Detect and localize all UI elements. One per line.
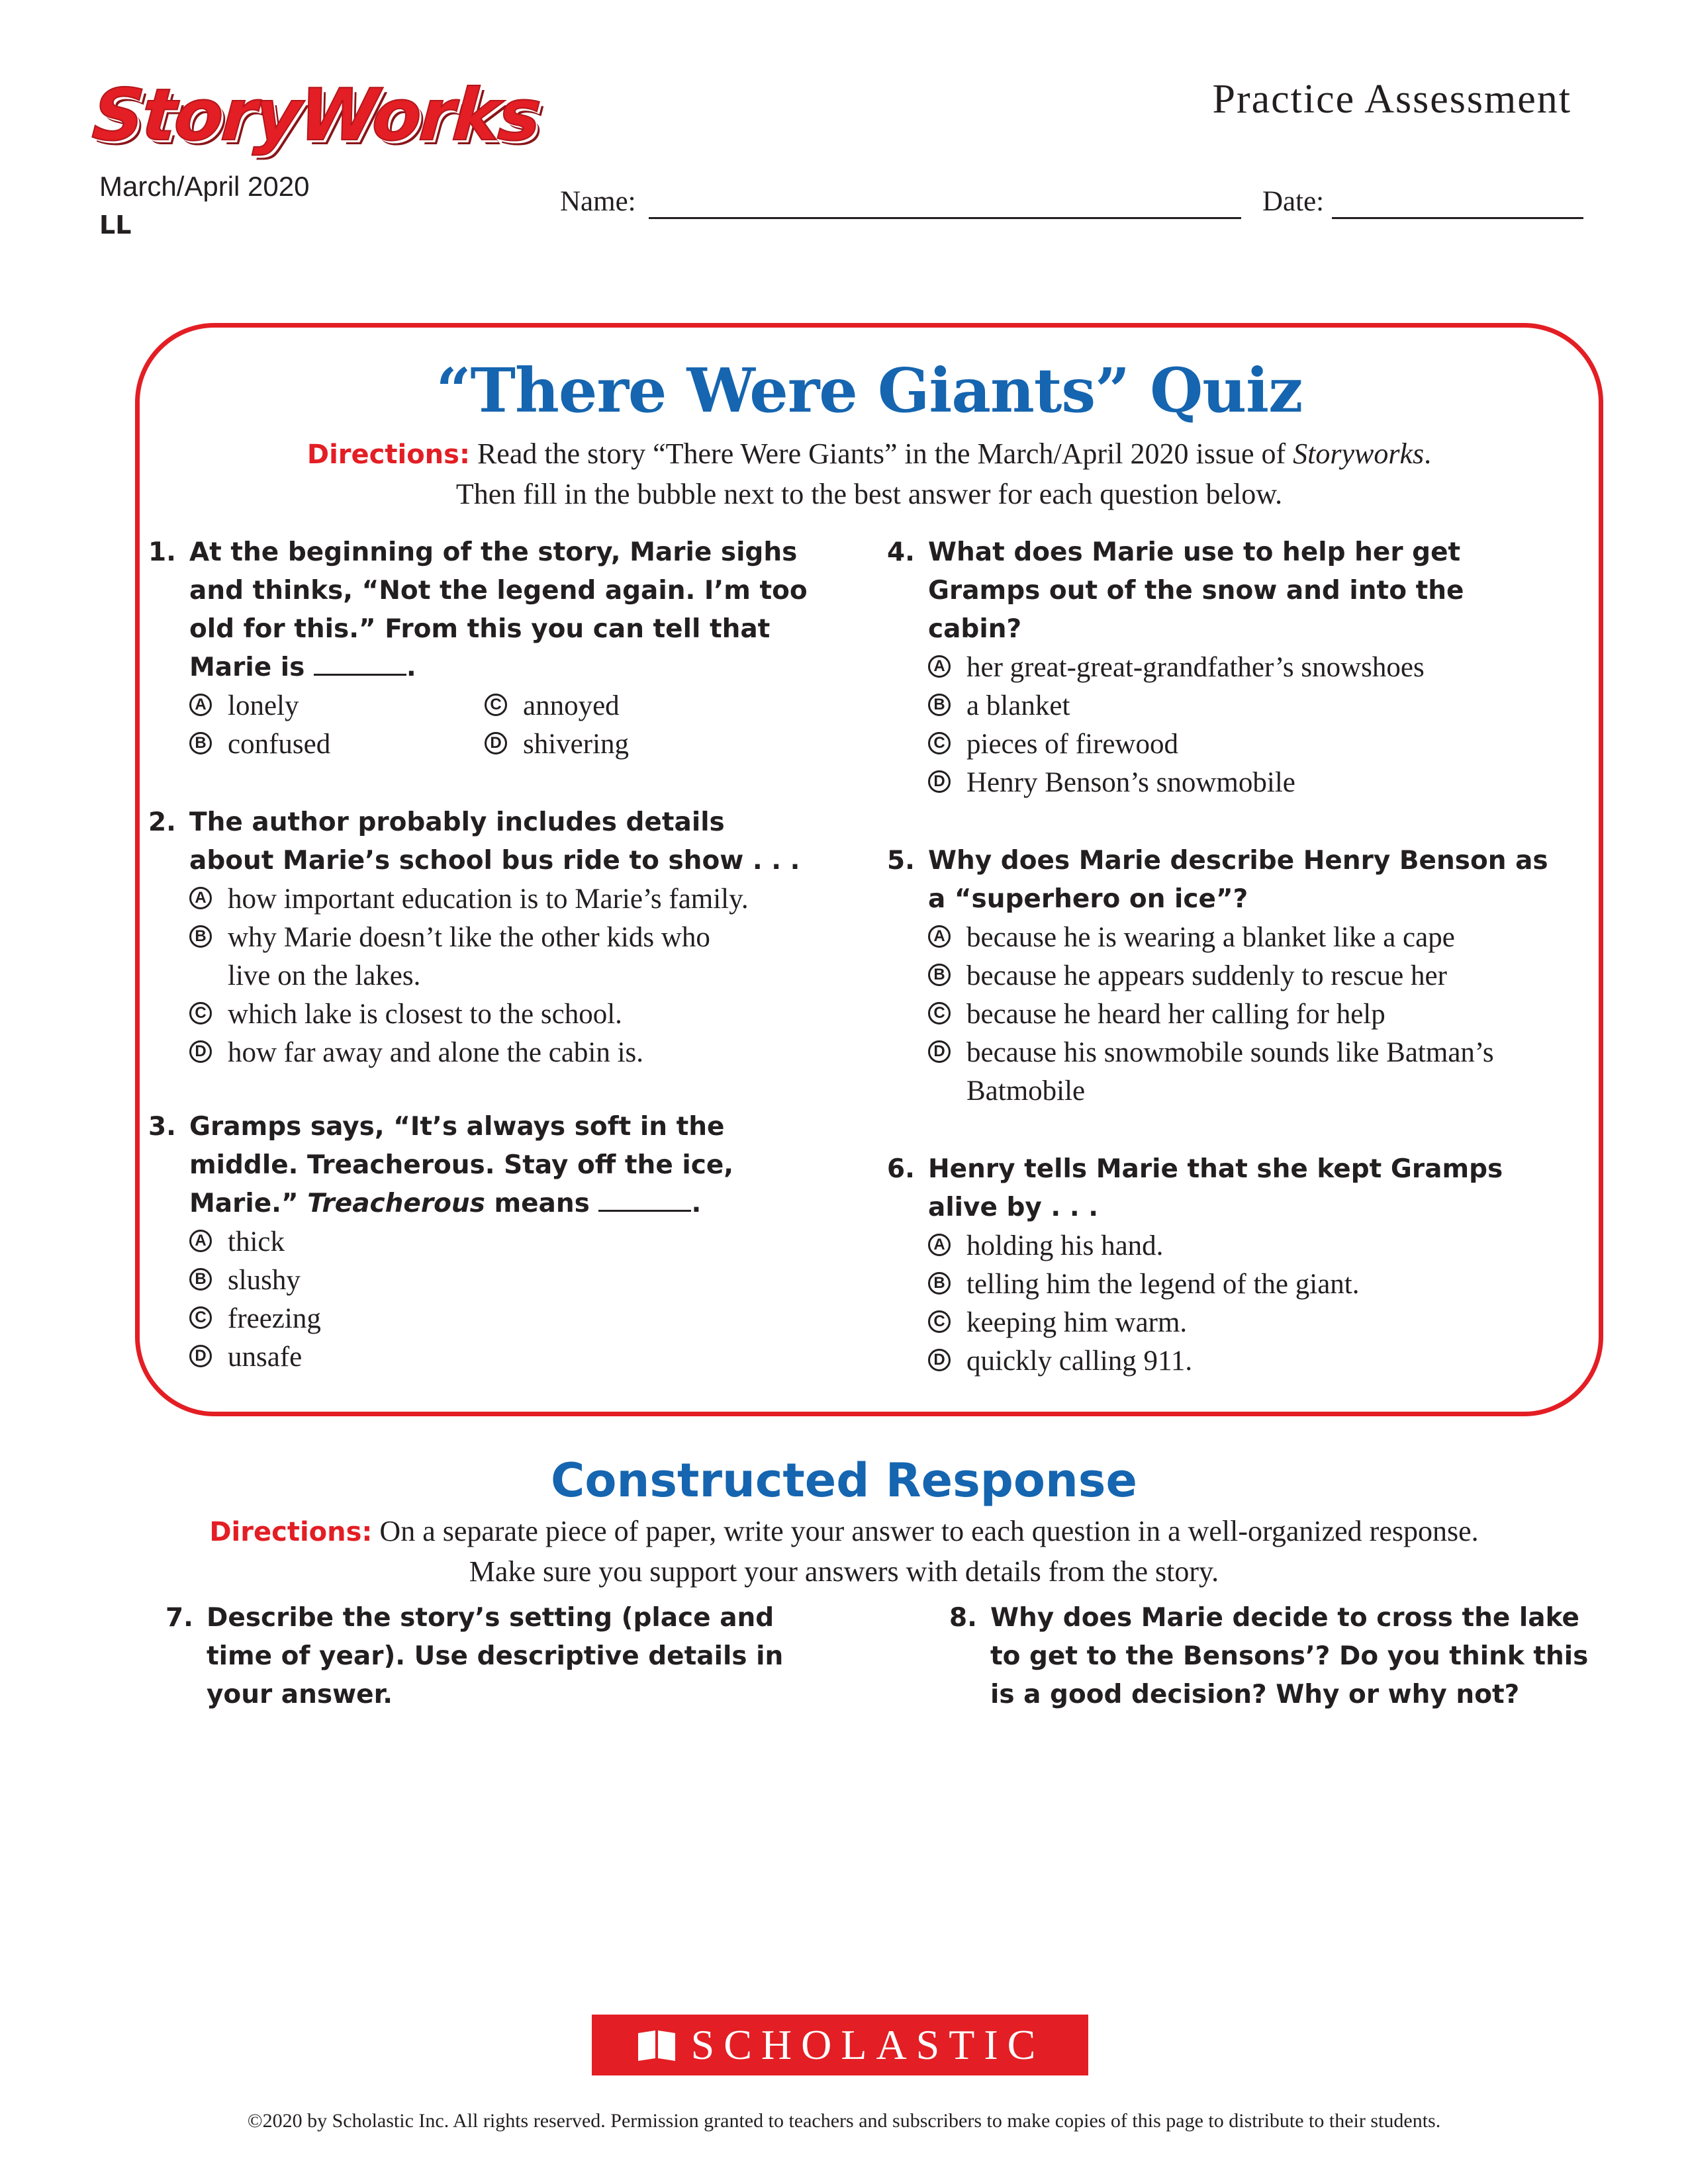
answer-option[interactable]	[148, 1300, 810, 1338]
option-text: her great-great-grandfather’s snowshoes	[966, 652, 1425, 683]
question-1-text	[148, 533, 810, 687]
constructed-response-directions	[0, 1512, 1688, 1592]
answer-option[interactable]	[148, 1261, 810, 1300]
quiz-directions-line-1	[135, 434, 1603, 475]
question-line-text: means	[485, 1189, 590, 1218]
answer-option[interactable]	[887, 649, 1569, 687]
answer-option[interactable]	[887, 1265, 1569, 1304]
question-end: .	[691, 1189, 702, 1218]
question-number: 5.	[887, 846, 915, 876]
answer-option[interactable]	[148, 687, 444, 725]
option-text: confused	[228, 729, 331, 760]
answer-option[interactable]	[148, 1223, 810, 1261]
question-8-text	[949, 1599, 1611, 1714]
answer-bubble[interactable]: B	[928, 964, 951, 986]
answer-bubble[interactable]: B	[189, 1268, 212, 1291]
name-field[interactable]	[649, 217, 1241, 219]
question-7	[165, 1599, 827, 1714]
answer-bubble[interactable]: D	[189, 1040, 212, 1063]
question-5-text	[887, 842, 1569, 919]
option-text: because he appears suddenly to rescue her	[966, 960, 1447, 991]
reading-level: LL	[99, 210, 132, 240]
answer-bubble[interactable]: D	[928, 770, 951, 793]
option-text: annoyed	[523, 690, 620, 721]
option-text: because he heard her calling for help	[966, 999, 1385, 1030]
answer-bubble[interactable]: D	[928, 1349, 951, 1371]
question-line: Henry tells Marie that she kept Gramps	[928, 1154, 1503, 1184]
constructed-response-title: Constructed Response	[551, 1453, 1137, 1508]
answer-bubble[interactable]: B	[928, 694, 951, 716]
answer-option[interactable]	[444, 725, 708, 764]
answer-option[interactable]	[444, 687, 708, 725]
answer-option[interactable]	[887, 764, 1569, 802]
question-line-text: Marie is	[189, 653, 305, 682]
question-line: At the beginning of the story, Marie sighs	[189, 537, 798, 567]
directions-text: Read the story “There Were Giants” in the March/April 2020 issue of	[477, 437, 1293, 470]
question-line: Gramps out of the snow and into the	[928, 576, 1464, 606]
question-2	[148, 803, 810, 1072]
question-line: alive by . . .	[928, 1193, 1099, 1222]
question-end: .	[406, 653, 416, 682]
question-line: cabin?	[928, 614, 1022, 644]
question-number: 7.	[165, 1603, 193, 1633]
directions-end: .	[1424, 437, 1432, 470]
question-line: old for this.” From this you can tell that	[189, 614, 771, 644]
answer-option[interactable]	[148, 1338, 810, 1377]
question-line: middle. Treacherous. Stay off the ice,	[189, 1150, 734, 1180]
question-4-text	[887, 533, 1569, 649]
directions-label: Directions:	[209, 1517, 373, 1547]
cr-directions-line-2: Make sure you support your answers with details from the story.	[469, 1555, 1219, 1588]
option-text: freezing	[228, 1303, 321, 1334]
question-7-text	[165, 1599, 827, 1714]
question-number: 4.	[887, 537, 915, 567]
question-line: a “superhero on ice”?	[928, 884, 1248, 914]
answer-option[interactable]	[887, 1034, 1562, 1111]
question-number: 1.	[148, 537, 176, 567]
option-text: lonely	[228, 690, 299, 721]
question-1-options	[148, 687, 810, 764]
open-book-icon	[635, 2028, 678, 2062]
question-line: Describe the story’s setting (place and	[207, 1603, 774, 1633]
option-text: holding his hand.	[966, 1230, 1164, 1261]
question-line: time of year). Use descriptive details in	[207, 1641, 784, 1671]
option-text: slushy	[228, 1265, 301, 1296]
answer-bubble[interactable]: C	[928, 1002, 951, 1024]
option-text: why Marie doesn’t like the other kids who live on the lakes.	[228, 922, 710, 991]
question-number: 2.	[148, 807, 176, 837]
quiz-title: “There Were Giants” Quiz	[436, 355, 1303, 426]
option-text: Henry Benson’s snowmobile	[966, 767, 1295, 798]
answer-bubble[interactable]: C	[189, 1306, 212, 1329]
question-line: The author probably includes details	[189, 807, 725, 837]
question-line: and thinks, “Not the legend again. I’m too	[189, 576, 808, 606]
question-6	[887, 1150, 1569, 1381]
answer-option[interactable]	[148, 919, 757, 995]
answer-bubble[interactable]: A	[189, 1230, 212, 1252]
date-label: Date:	[1262, 186, 1325, 217]
option-text: a blanket	[966, 690, 1070, 721]
answer-option[interactable]	[148, 995, 810, 1034]
option-text: quickly calling 911.	[966, 1345, 1193, 1377]
question-3-text	[148, 1108, 810, 1223]
option-text: because his snowmobile sounds like Batman’s Batmobile	[966, 1037, 1494, 1107]
issue-date: March/April 2020	[99, 171, 310, 202]
storyworks-logo: StoryWorks	[89, 74, 542, 157]
question-4	[887, 533, 1569, 802]
question-line: your answer.	[207, 1680, 393, 1709]
cr-directions-line-1	[0, 1512, 1688, 1552]
date-field[interactable]	[1332, 217, 1583, 219]
answer-option[interactable]	[887, 995, 1569, 1034]
question-line: Gramps says, “It’s always soft in the	[189, 1112, 725, 1142]
magazine-name: Storyworks	[1293, 437, 1425, 470]
answer-option[interactable]	[887, 1227, 1569, 1265]
question-line-text: Marie.”	[189, 1189, 308, 1218]
question-line	[189, 1185, 810, 1223]
question-line	[189, 649, 810, 687]
brand-name: SCHOLASTIC	[690, 2021, 1045, 2068]
answer-blank	[598, 1207, 691, 1212]
quiz-directions	[135, 434, 1603, 514]
option-text: shivering	[523, 729, 630, 760]
option-text: how far away and alone the cabin is.	[228, 1037, 644, 1068]
answer-option[interactable]	[887, 1342, 1569, 1381]
question-line: Why does Marie describe Henry Benson as	[928, 846, 1548, 876]
copyright-notice: ©2020 by Scholastic Inc. All rights reserved. Permission granted to teachers and subscribers to make copies of this page to distribute to their students.	[247, 2110, 1441, 2132]
answer-bubble[interactable]: B	[928, 1272, 951, 1295]
vocabulary-word: Treacherous	[307, 1189, 485, 1218]
question-line: Why does Marie decide to cross the lake	[990, 1603, 1579, 1633]
directions-label: Directions:	[306, 439, 470, 470]
question-2-text	[148, 803, 810, 880]
answer-bubble[interactable]: A	[928, 925, 951, 948]
answer-option[interactable]	[887, 957, 1569, 995]
answer-bubble[interactable]: D	[189, 1345, 212, 1367]
scholastic-logo	[592, 2015, 1088, 2075]
option-text: because he is wearing a blanket like a cape	[966, 922, 1455, 953]
option-text: telling him the legend of the giant.	[966, 1269, 1360, 1300]
question-1	[148, 533, 810, 764]
answer-option[interactable]	[887, 1304, 1569, 1342]
answer-option[interactable]	[148, 880, 890, 919]
question-6-text	[887, 1150, 1569, 1227]
question-line: to get to the Bensons’? Do you think this	[990, 1641, 1589, 1671]
answer-bubble[interactable]: D	[928, 1040, 951, 1063]
answer-bubble[interactable]: C	[928, 732, 951, 754]
option-text: which lake is closest to the school.	[228, 999, 622, 1030]
question-line: What does Marie use to help her get	[928, 537, 1461, 567]
answer-bubble[interactable]: A	[189, 694, 212, 716]
option-text: thick	[228, 1226, 285, 1257]
answer-bubble[interactable]: C	[928, 1310, 951, 1333]
answer-option[interactable]	[887, 725, 1569, 764]
answer-bubble[interactable]: A	[928, 655, 951, 678]
question-number: 6.	[887, 1154, 915, 1184]
directions-text: On a separate piece of paper, write your answer to each question in a well-organized response.	[379, 1515, 1479, 1547]
answer-option[interactable]	[887, 687, 1569, 725]
question-3	[148, 1108, 810, 1377]
answer-bubble[interactable]: B	[189, 732, 212, 754]
question-line: about Marie’s school bus ride to show . . .	[189, 846, 800, 876]
answer-bubble[interactable]: A	[928, 1234, 951, 1256]
answer-bubble[interactable]: B	[189, 925, 212, 948]
answer-bubble[interactable]: C	[189, 1002, 212, 1024]
option-text: keeping him warm.	[966, 1307, 1188, 1338]
answer-option[interactable]	[148, 725, 444, 764]
question-8	[949, 1599, 1611, 1714]
option-text: unsafe	[228, 1342, 303, 1373]
question-5	[887, 842, 1569, 1111]
question-number: 3.	[148, 1112, 176, 1142]
option-text: pieces of firewood	[966, 729, 1178, 760]
option-text: how important education is to Marie’s family.	[228, 884, 749, 915]
answer-option[interactable]	[148, 1034, 810, 1072]
quiz-directions-line-2: Then fill in the bubble next to the best answer for each question below.	[455, 478, 1283, 510]
question-number: 8.	[949, 1603, 977, 1633]
answer-bubble[interactable]: A	[189, 887, 212, 909]
document-type: Practice Assessment	[1212, 77, 1571, 122]
answer-option[interactable]	[887, 919, 1569, 957]
name-label: Name:	[560, 186, 636, 217]
answer-bubble[interactable]: D	[485, 732, 507, 754]
answer-blank	[314, 671, 406, 676]
answer-bubble[interactable]: C	[485, 694, 507, 716]
question-line: is a good decision? Why or why not?	[990, 1680, 1520, 1709]
